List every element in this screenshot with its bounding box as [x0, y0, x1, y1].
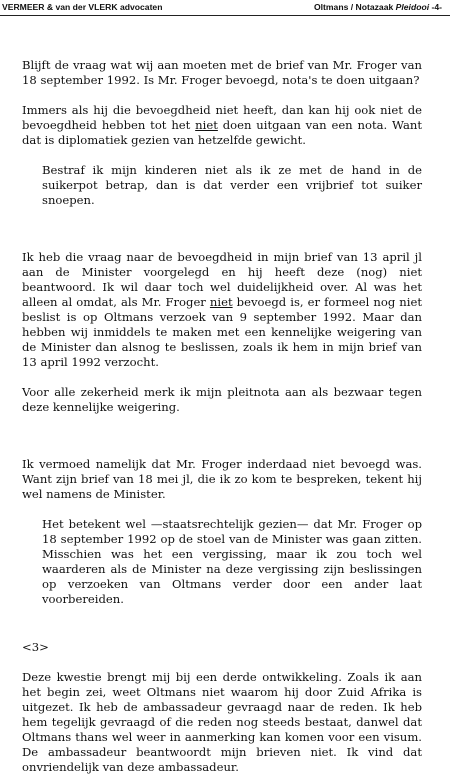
paragraph-2-underlined: niet — [195, 118, 218, 132]
page-number: -4- — [431, 2, 442, 12]
paragraph-5: Voor alle zekerheid merk ik mijn pleitnota aan als bezwaar tegen deze kennelijke weigering. — [22, 385, 422, 414]
document-type: Pleidooi — [395, 2, 430, 12]
paragraph-4-text-b: bevoegd is, er formeel nog niet beslist is op Oltmans verzoek van 9 september 1992. Maar dan hebben wij inmiddels te maken met een kennelijke weigering van de Minister dan alsnog te beslissen, zoals ik hem in mijn brief van 13 april 1992 verzocht. — [22, 295, 422, 369]
document-body — [22, 58, 422, 775]
section-marker: <3> — [22, 640, 49, 654]
paragraph-4-text-a: Ik heb die vraag naar de bevoegdheid in mijn brief van 13 april jl aan de Minister voorgelegd en hij heeft deze (nog) niet beantwoord. Ik wil daar toch wel duidelijkheid over. Al was het alleen al omdat, als Mr. Froger — [22, 250, 422, 309]
paragraph-1: Blijft de vraag wat wij aan moeten met de brief van Mr. Froger van 18 september 1992. Is Mr. Froger bevoegd, nota's te doen uitgaan? — [22, 58, 422, 87]
case-title: Oltmans / Notazaak — [313, 2, 394, 12]
paragraph-2-text-b: doen uitgaan van een nota. Want dat is diplomatiek gezien van hetzelfde gewicht. — [22, 118, 422, 147]
firm-name: VERMEER & van der VLERK advocaten — [2, 2, 163, 12]
paragraph-2-text-a: Immers als hij die bevoegdheid niet heeft, dan kan hij ook niet de bevoegdheid hebben tot het — [22, 103, 422, 132]
paragraph-2 — [22, 103, 422, 148]
paragraph-3-quote: Bestraf ik mijn kinderen niet als ik ze met de hand in de suikerpot betrap, dan is dat verder een vrijbrief tot suiker snoepen. — [42, 163, 422, 207]
page-header — [0, 0, 450, 16]
paragraph-8: Deze kwestie brengt mij bij een derde ontwikkeling. Zoals ik aan het begin zei, weet Oltmans niet waarom hij door Zuid Afrika is uitgezet. Ik heb de ambassadeur gevraagd naar de reden. Ik heb hem tegelijk gevraagd of die reden nog steeds bestaat, danwel dat Oltmans thans wel weer in aanmerking kan komen voor een visum. De ambassadeur beantwoordt mijn brieven niet. Ik vind dat onvriendelijk van deze ambassadeur. — [22, 670, 422, 774]
paragraph-6: Ik vermoed namelijk dat Mr. Froger inderdaad niet bevoegd was. Want zijn brief van 18 mei jl, die ik zo kom te bespreken, tekent hij wel namens de Minister. — [22, 457, 422, 501]
paragraph-4-underlined: niet — [209, 295, 233, 309]
paragraph-7-quote: Het betekent wel —staatsrechtelijk gezien— dat Mr. Froger op 18 september 1992 op de stoel van de Minister was gaan zitten. Misschien was het een vergissing, maar ik zou toch wel waarderen als de Minister na deze vergissing zijn beslissingen op verzoeken van Oltmans verder door een ander laat voorbereiden. — [42, 517, 422, 606]
paragraph-4 — [22, 250, 422, 370]
header-case-info — [314, 2, 442, 12]
